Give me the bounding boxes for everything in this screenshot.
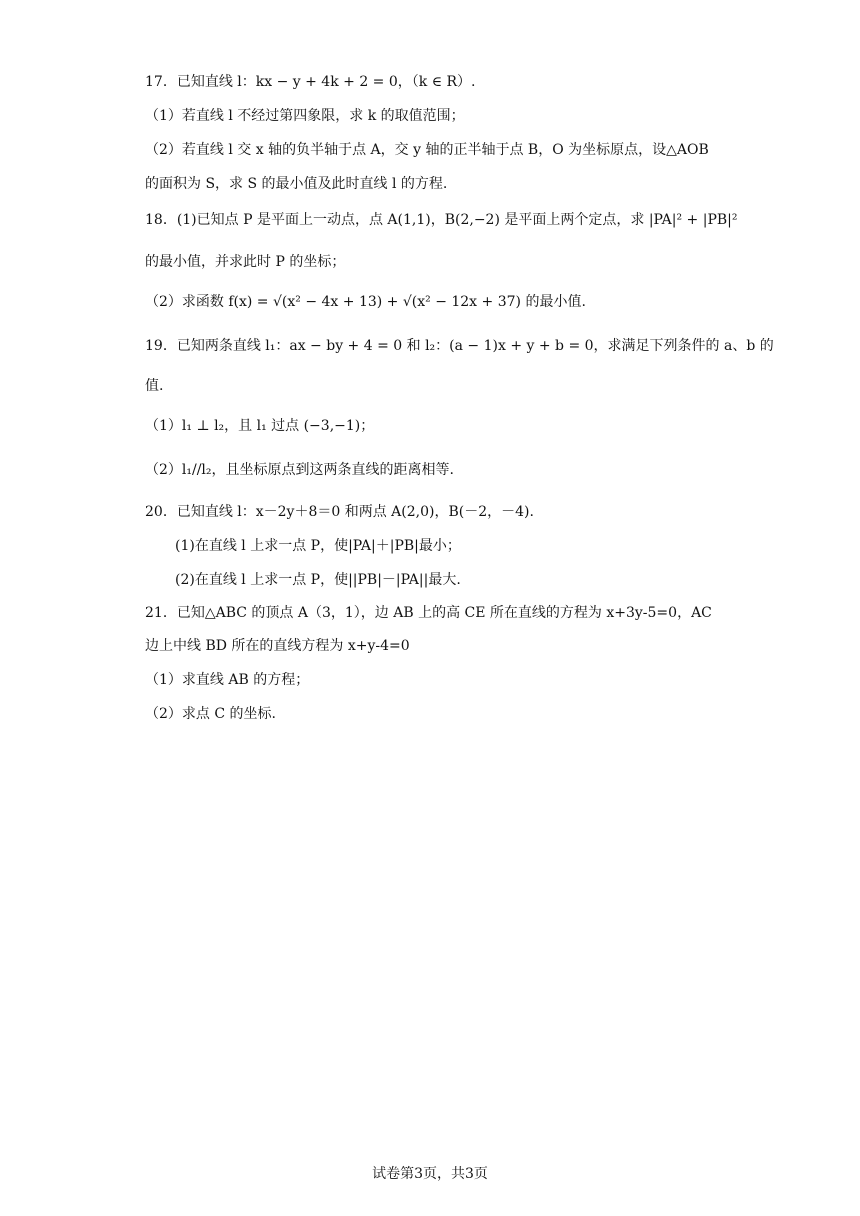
problem-19-stem-line-1: 19．已知两条直线 l₁：ax − by + 4 = 0 和 l₂：(a − 1)x + y + b = 0，求满足下列条件的 a、b 的: [145, 338, 774, 354]
problem-17-part-2-line-1: （2）若直线 l 交 x 轴的负半轴于点 A，交 y 轴的正半轴于点 B，O 为坐标原点，设△AOB: [145, 142, 709, 158]
problem-17-part-1: （1）若直线 l 不经过第四象限，求 k 的取值范围；: [145, 108, 465, 124]
problem-21-stem-line-1: 21．已知△ABC 的顶点 A（3，1），边 AB 上的高 CE 所在直线的方程为 x+3y-5=0，AC: [145, 605, 712, 621]
problem-17-part-2-line-2: 的面积为 S，求 S 的最小值及此时直线 l 的方程.: [145, 176, 448, 192]
problem-19-part-1: （1）l₁ ⊥ l₂，且 l₁ 过点 (−3,−1)；: [145, 418, 375, 434]
problem-18-part-2: （2）求函数 f(x) = √(x² − 4x + 13) + √(x² − 12x + 37) 的最小值.: [145, 294, 586, 310]
problem-21-stem-line-2: 边上中线 BD 所在的直线方程为 x+y-4=0: [145, 638, 410, 654]
problem-20-part-2: (2)在直线 l 上求一点 P，使||PB|－|PA||最大.: [175, 572, 461, 588]
problem-21-part-2: （2）求点 C 的坐标.: [145, 706, 276, 722]
problem-18-stem-line-2: 的最小值，并求此时 P 的坐标；: [145, 254, 346, 270]
problem-20-part-1: (1)在直线 l 上求一点 P，使|PA|＋|PB|最小；: [175, 538, 461, 554]
problem-21-part-1: （1）求直线 AB 的方程；: [145, 672, 310, 688]
problem-19-stem-line-2: 值.: [145, 378, 164, 394]
problem-20-stem: 20．已知直线 l：x－2y＋8＝0 和两点 A(2,0)，B(－2，－4).: [145, 504, 534, 520]
problem-19-part-2: （2）l₁//l₂，且坐标原点到这两条直线的距离相等.: [145, 462, 454, 478]
problem-17-stem: 17．已知直线 l：kx − y + 4k + 2 = 0，（k ∈ R）.: [145, 74, 476, 90]
page-footer: 试卷第3页，共3页: [372, 1166, 488, 1182]
problem-18-stem-line-1: 18．(1)已知点 P 是平面上一动点，点 A(1,1)，B(2,−2) 是平面上两个定点，求 |PA|² + |PB|²: [145, 212, 738, 228]
